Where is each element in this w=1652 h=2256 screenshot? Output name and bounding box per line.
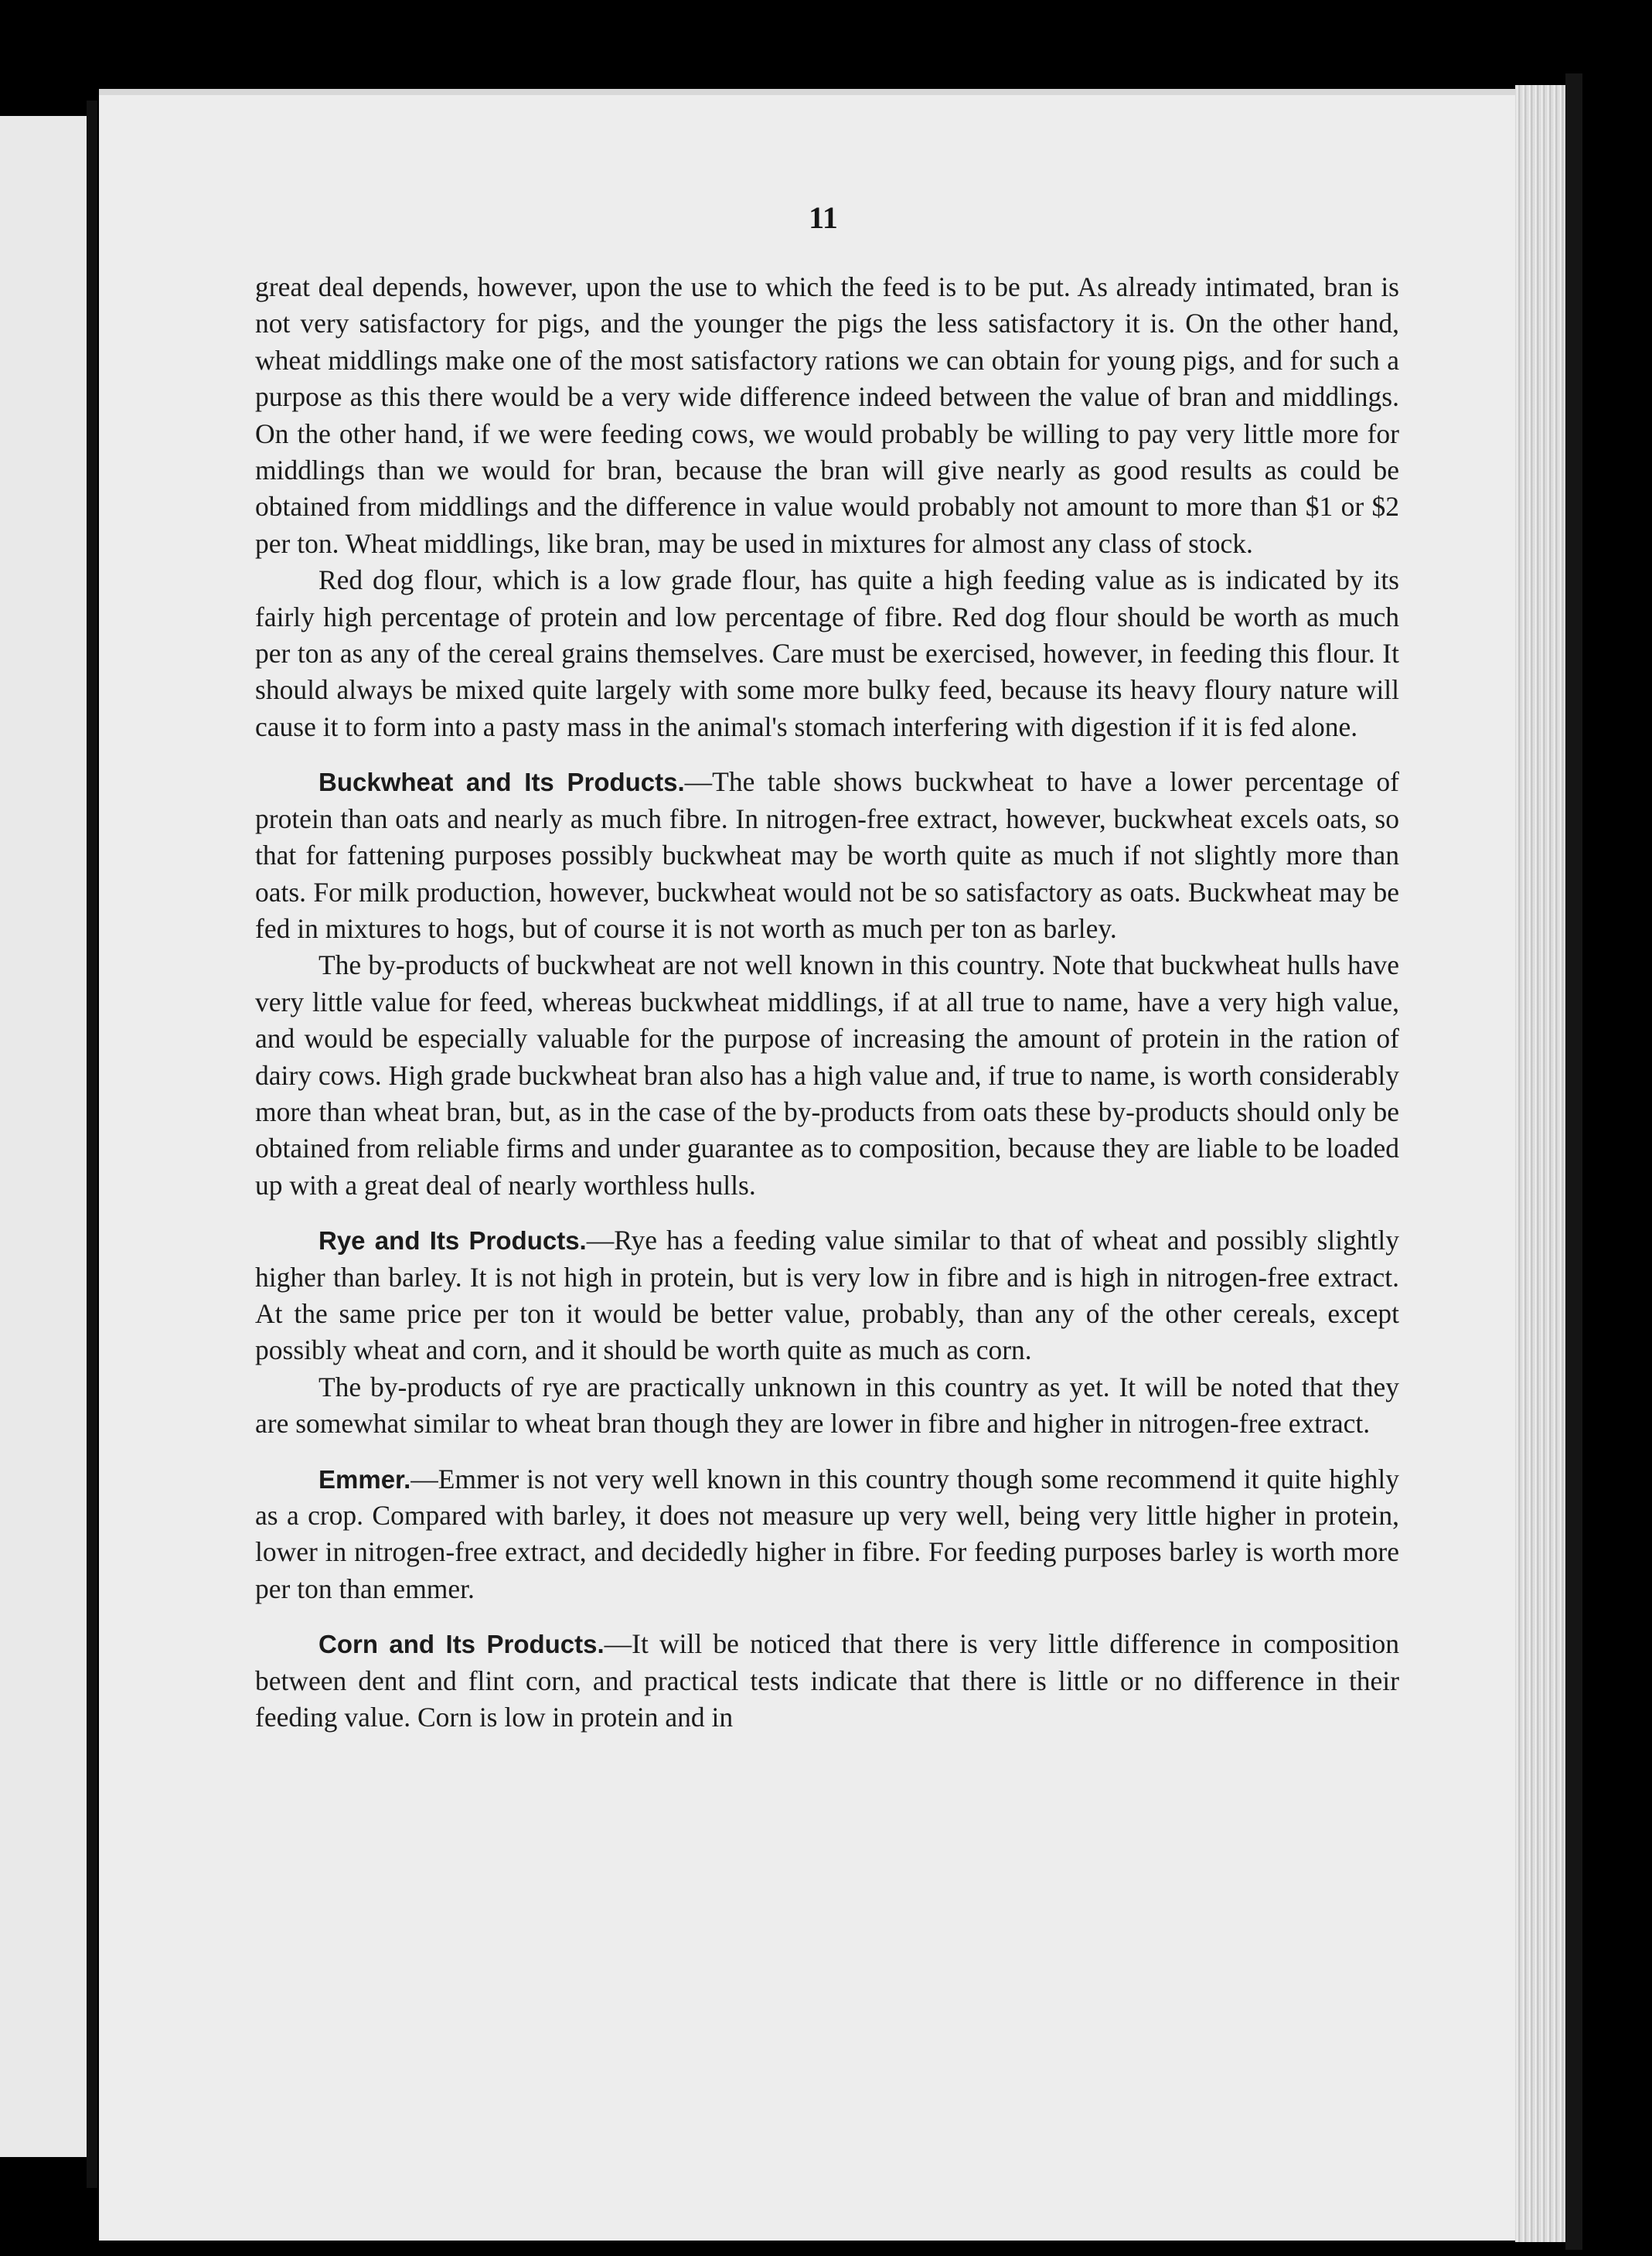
book-gutter bbox=[87, 101, 97, 2188]
book-cover-edge bbox=[1565, 73, 1582, 2250]
section-heading: Corn and Its Products. bbox=[318, 1630, 605, 1659]
paragraph bbox=[255, 1369, 1399, 1443]
paragraph-text: Red dog flour, which is a low grade flour, has quite a high feeding value as is indicated by its fairly high percentage of protein and low percentage of fibre. Red dog flour should be worth as much per ton as any of the cereal grains themselves. Care must be exercised, however, in feeding this flour. It should always be mixed quite largely with some more bulky feed, because its heavy floury nature will cause it to form into a pasty mass in the animal's stomach interfering with digestion if it is fed alone. bbox=[255, 564, 1399, 742]
section-heading: Buckwheat and Its Products. bbox=[318, 768, 685, 797]
section-heading: Emmer. bbox=[318, 1464, 411, 1494]
page-number: 11 bbox=[809, 200, 838, 235]
section-paragraph-rye bbox=[255, 1222, 1399, 1369]
section-paragraph-emmer bbox=[255, 1461, 1399, 1608]
paragraph bbox=[255, 947, 1399, 1204]
body-text bbox=[255, 269, 1399, 1736]
paragraph bbox=[255, 562, 1399, 745]
section-heading: Rye and Its Products. bbox=[318, 1226, 587, 1256]
paragraph-text: The by-products of buckwheat are not well known in this country. Note that buckwheat hulls have very little value for feed, whereas buckwheat middlings, if at all true to name, have a very high value, and would be especially valuable for the purpose of increasing the amount of protein in the ration of dairy cows. High grade buckwheat bran also has a high value and, if true to name, is worth considerably more than wheat bran, but, as in the case of the by-products from oats these by-products should only be obtained from reliable firms and under guarantee as to composition, because they are liable to be loaded up with a great deal of nearly worthless hulls. bbox=[255, 949, 1399, 1201]
paragraph-text: The by-products of rye are practically unknown in this country as yet. It will be noted that they are somewhat similar to wheat bran though they are lower in fibre and higher in nitrogen-free extract. bbox=[255, 1371, 1399, 1440]
paragraph bbox=[255, 269, 1399, 562]
paragraph-text: —Emmer is not very well known in this country though some recommend it quite highly as a crop. Compared with barley, it does not measure up very well, being very little higher in protein, lower in nitrogen-free extract, and decidedly higher in fibre. For feeding purposes barley is worth more per ton than emmer. bbox=[255, 1463, 1399, 1604]
section-paragraph-corn bbox=[255, 1626, 1399, 1736]
paragraph-text: —It will be noticed that there is very little difference in composition between dent and flint corn, and practical tests indicate that there is little or no difference in their feeding value. Corn is low in protein and in bbox=[255, 1628, 1399, 1733]
paragraph-text: —The table shows buckwheat to have a lower percentage of protein than oats and nearly as much fibre. In nitrogen-free extract, however, buckwheat excels oats, so that for fattening purposes possibly buckwheat may be worth quite as much if not slightly more than oats. For milk production, however, buckwheat would not be so satisfactory as oats. Buckwheat may be fed in mixtures to hogs, but of course it is not worth as much per ton as barley. bbox=[255, 766, 1399, 944]
paragraph-text: —Rye has a feeding value similar to that of wheat and possibly slightly higher than barley. It is not high in protein, but is very low in fibre and is high in nitrogen-free extract. At the same price per ton it would be better value, probably, than any of the other cereals, except possibly wheat and corn, and it should be worth quite as much as corn. bbox=[255, 1225, 1399, 1366]
facing-page-edge bbox=[0, 116, 91, 2157]
section-paragraph-buckwheat bbox=[255, 764, 1399, 947]
page-stack-edge bbox=[1515, 85, 1569, 2242]
paragraph-text: great deal depends, however, upon the use to which the feed is to be put. As already intimated, bran is not very satisfactory for pigs, and the younger the pigs the less satisfactory it is. On the other hand, wheat middlings make one of the most satisfactory rations we can obtain for young pigs, and for such a purpose as this there would be a very wide difference indeed between the value of bran and middlings. On the other hand, if we were feeding cows, we would probably be willing to pay very little more for middlings than we would for bran, because the bran will give nearly as good results as could be obtained from middlings and the difference in value would probably not amount to more than $1 or $2 per ton. Wheat middlings, like bran, may be used in mixtures for almost any class of stock. bbox=[255, 271, 1399, 559]
